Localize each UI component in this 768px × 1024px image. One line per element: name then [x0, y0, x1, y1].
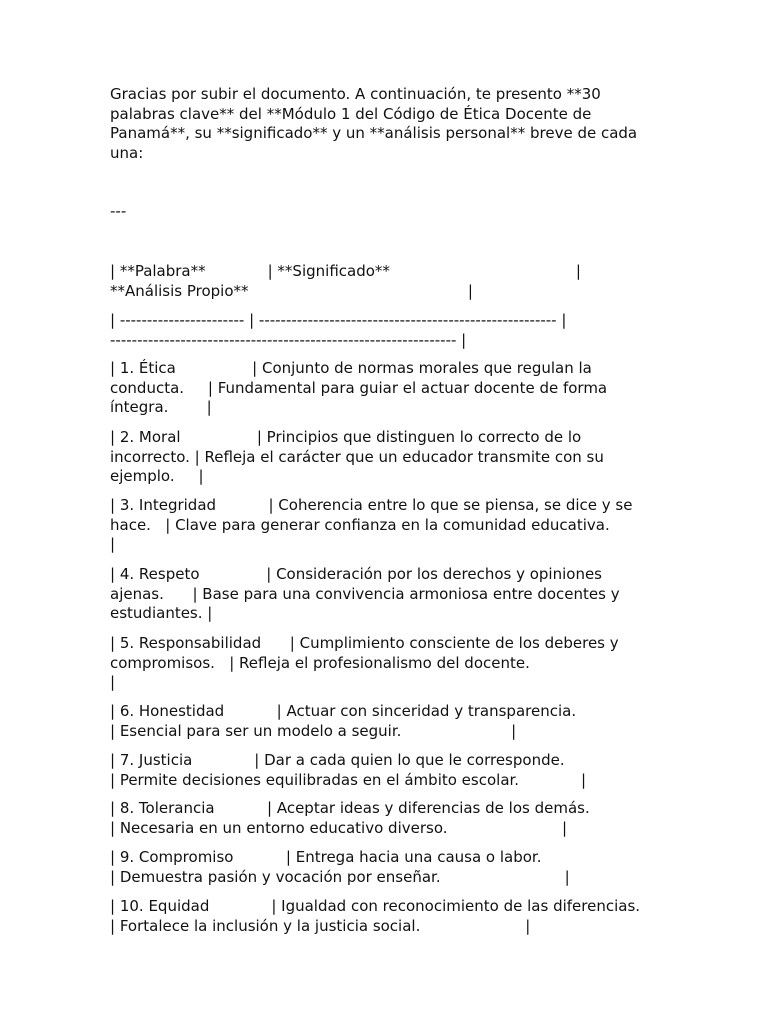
intro-paragraph: Gracias por subir el documento. A continuación, te presento **30 palabras clave** del **Módulo 1 del Código de Ética Docente de Panamá**, su **significado** y un **análisis personal** breve de cada una: — [110, 85, 638, 162]
table-row: | 1. Ética | Conjunto de normas morales que regulan la conducta. | Fundamental para guiar el actuar docente de forma íntegra. | — [110, 359, 608, 416]
table-row: | 8. Tolerancia | Aceptar ideas y diferencias de los demás. | Necesaria en un entorno educativo diverso. | — [110, 799, 590, 837]
table-row: | 9. Compromiso | Entrega hacia una causa o labor. | Demuestra pasión y vocación por enseñar. | — [110, 848, 570, 886]
table-row: | 4. Respeto | Consideración por los derechos y opiniones ajenas. | Base para una convivencia armoniosa entre docentes y estudiantes. | — [110, 565, 620, 622]
table-row: | 7. Justicia | Dar a cada quien lo que le corresponde. | Permite decisiones equilibradas en el ámbito escolar. | — [110, 751, 587, 789]
table-divider-row: | ----------------------- | ------------------------------------------------------- | ---------------------------------------------------------------- | — [110, 311, 567, 349]
table-row: | 2. Moral | Principios que distinguen lo correcto de lo incorrecto. | Refleja el carácter que un educador transmite con su ejemplo. | — [110, 428, 604, 485]
table-row: | 10. Equidad | Igualdad con reconocimiento de las diferencias. | Fortalece la inclusión y la justicia social. | — [110, 897, 641, 935]
section-separator: --- — [110, 202, 127, 220]
table-row: | 6. Honestidad | Actuar con sinceridad y transparencia. | Esencial para ser un modelo a seguir. | — [110, 702, 577, 740]
table-row: | 3. Integridad | Coherencia entre lo que se piensa, se dice y se hace. | Clave para generar confianza en la comunidad educativa. | — [110, 496, 633, 553]
table-row: | 5. Responsabilidad | Cumplimiento consciente de los deberes y compromisos. | Refleja el profesionalismo del docente. | — [110, 634, 619, 691]
table-header-row: | **Palabra** | **Significado** | **Análisis Propio** | — [110, 262, 581, 300]
